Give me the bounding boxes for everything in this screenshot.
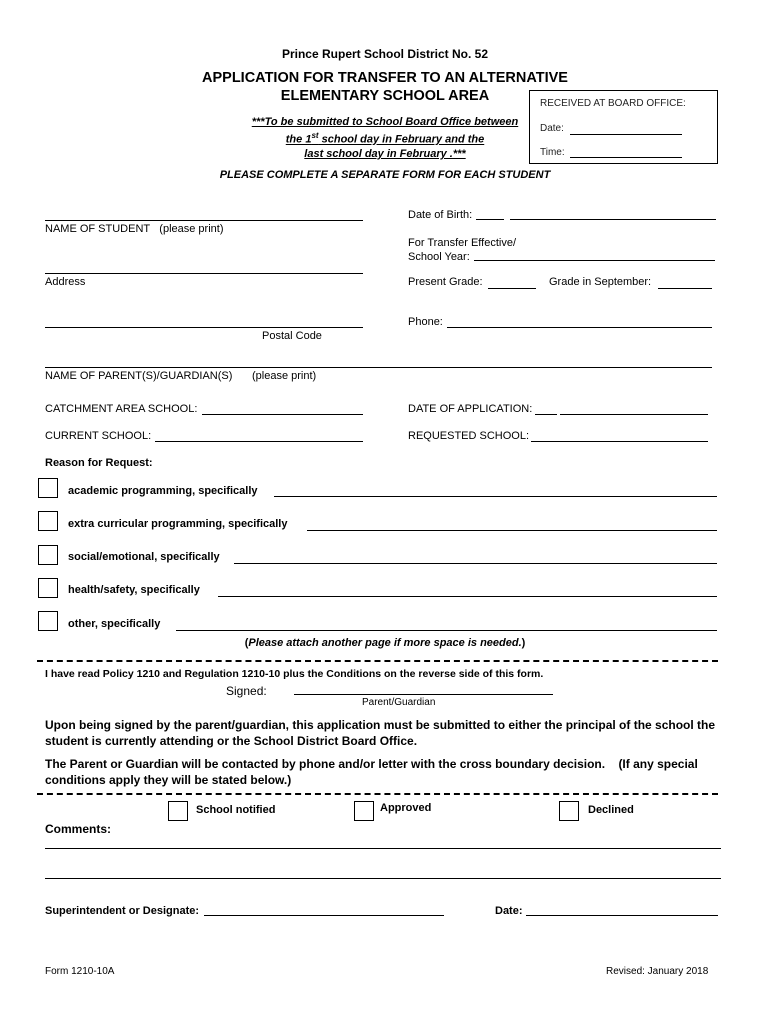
policy-statement: I have read Policy 1210 and Regulation 1210-10 plus the Conditions on the reverse side of this form. xyxy=(45,668,544,680)
submission-note-line2 xyxy=(225,129,545,147)
reason-health-field[interactable] xyxy=(218,596,717,597)
form-title-line2: ELEMENTARY SCHOOL AREA xyxy=(280,88,490,104)
reason-social-label: social/emotional, specifically xyxy=(68,551,220,563)
application-date-field-b[interactable] xyxy=(560,414,708,415)
current-school-label: CURRENT SCHOOL: xyxy=(45,430,152,442)
requested-school-label: REQUESTED SCHOOL: xyxy=(408,430,530,442)
superintendent-label: Superintendent or Designate: xyxy=(45,905,200,917)
parent-name-field[interactable] xyxy=(45,367,712,368)
comments-label: Comments: xyxy=(45,822,112,836)
reason-health-label: health/safety, specifically xyxy=(68,584,200,596)
received-date-field[interactable] xyxy=(570,134,682,135)
attach-open: ( xyxy=(244,637,249,649)
transfer-effective-line2: School Year: xyxy=(408,251,470,263)
parent-name-label: NAME OF PARENT(S)/GUARDIAN(S) xyxy=(45,370,233,382)
section-divider-2 xyxy=(37,793,718,795)
form-title-line1: APPLICATION FOR TRANSFER TO AN ALTERNATIVE xyxy=(202,70,568,86)
student-name-label-text: NAME OF STUDENT xyxy=(45,223,151,235)
reason-other-field[interactable] xyxy=(176,630,717,631)
note-part-a: the 1 xyxy=(285,133,312,146)
superintendent-date-label: Date: xyxy=(495,905,523,917)
approved-checkbox[interactable] xyxy=(354,801,374,821)
received-time-field[interactable] xyxy=(570,157,682,158)
parent-name-hint: (please print) xyxy=(252,370,317,382)
date-of-application-label: DATE OF APPLICATION: xyxy=(408,403,533,415)
dob-field-a[interactable] xyxy=(476,219,504,220)
catchment-school-field[interactable] xyxy=(202,414,363,415)
contact-instructions xyxy=(45,756,735,788)
received-date-label: Date: xyxy=(540,123,564,134)
address-label: Address xyxy=(45,276,86,288)
reason-extracurricular-label: extra curricular programming, specifically xyxy=(68,518,288,530)
phone-label: Phone: xyxy=(408,316,443,328)
submission-note xyxy=(225,115,545,161)
reason-academic-checkbox[interactable] xyxy=(38,478,58,498)
reason-heading: Reason for Request: xyxy=(45,457,153,469)
revised-date: Revised: January 2018 xyxy=(606,966,709,977)
attach-close: ) xyxy=(521,637,526,649)
postal-address-field[interactable] xyxy=(45,327,363,328)
submission-note-line3: last school day in February .*** xyxy=(304,147,466,160)
note-sup: st xyxy=(311,131,319,140)
requested-school-field[interactable] xyxy=(531,441,708,442)
student-name-label xyxy=(45,223,224,235)
phone-field[interactable] xyxy=(447,327,712,328)
submission-instructions: Upon being signed by the parent/guardian, this application must be submitted to either the principal of the school the student is currently attending or the School District Board Office. xyxy=(45,718,716,748)
reason-health-checkbox[interactable] xyxy=(38,578,58,598)
declined-label: Declined xyxy=(588,804,634,816)
separate-form-note: PLEASE COMPLETE A SEPARATE FORM FOR EACH STUDENT xyxy=(219,169,551,181)
attach-note-text: Please attach another page if more space is needed. xyxy=(248,637,522,649)
form-number: Form 1210-10A xyxy=(45,966,115,977)
present-grade-field[interactable] xyxy=(488,288,536,289)
received-label: RECEIVED AT BOARD OFFICE: xyxy=(540,98,686,109)
application-date-field-a[interactable] xyxy=(535,414,557,415)
submission-note-line1: ***To be submitted to School Board Office between xyxy=(251,116,519,128)
catchment-school-label: CATCHMENT AREA SCHOOL: xyxy=(45,403,198,415)
signature-field[interactable] xyxy=(294,694,553,695)
student-name-field[interactable] xyxy=(45,220,363,221)
reason-other-label: other, specifically xyxy=(68,618,161,630)
superintendent-date-field[interactable] xyxy=(526,915,718,916)
note-part-b: school day in February and the xyxy=(318,133,485,146)
reason-social-checkbox[interactable] xyxy=(38,545,58,565)
grade-september-label: Grade in September: xyxy=(549,276,652,288)
reason-academic-field[interactable] xyxy=(274,496,717,497)
office-received-box xyxy=(529,90,718,164)
approved-label: Approved xyxy=(380,802,432,814)
address-field[interactable] xyxy=(45,273,363,274)
reason-social-field[interactable] xyxy=(234,563,717,564)
present-grade-label: Present Grade: xyxy=(408,276,483,288)
contact-text-1: The Parent or Guardian will be contacted by phone and/or letter with the cross boundary decision. xyxy=(45,757,606,771)
transfer-effective-line1: For Transfer Effective/ xyxy=(408,237,517,249)
superintendent-field[interactable] xyxy=(204,915,444,916)
reason-other-checkbox[interactable] xyxy=(38,611,58,631)
reason-academic-label: academic programming, specifically xyxy=(68,485,258,497)
student-name-hint: (please print) xyxy=(159,223,224,235)
parent-guardian-caption: Parent/Guardian xyxy=(362,697,436,708)
section-divider-1 xyxy=(37,660,718,662)
school-notified-label: School notified xyxy=(196,804,276,816)
dob-field-b[interactable] xyxy=(510,219,716,220)
comments-line-1[interactable] xyxy=(45,848,721,849)
signed-label: Signed: xyxy=(226,684,267,698)
attach-page-note xyxy=(0,637,770,649)
reason-extracurricular-checkbox[interactable] xyxy=(38,511,58,531)
current-school-field[interactable] xyxy=(155,441,363,442)
postal-code-label: Postal Code xyxy=(262,330,322,342)
received-time-label: Time: xyxy=(540,147,565,158)
dob-label: Date of Birth: xyxy=(408,209,473,221)
grade-september-field[interactable] xyxy=(658,288,712,289)
reason-extracurricular-field[interactable] xyxy=(307,530,717,531)
comments-line-2[interactable] xyxy=(45,878,721,879)
transfer-year-field[interactable] xyxy=(474,260,715,261)
school-notified-checkbox[interactable] xyxy=(168,801,188,821)
declined-checkbox[interactable] xyxy=(559,801,579,821)
contact-text-2: (If any special conditions apply they will be stated below.) xyxy=(45,757,698,787)
district-name: Prince Rupert School District No. 52 xyxy=(281,47,489,61)
